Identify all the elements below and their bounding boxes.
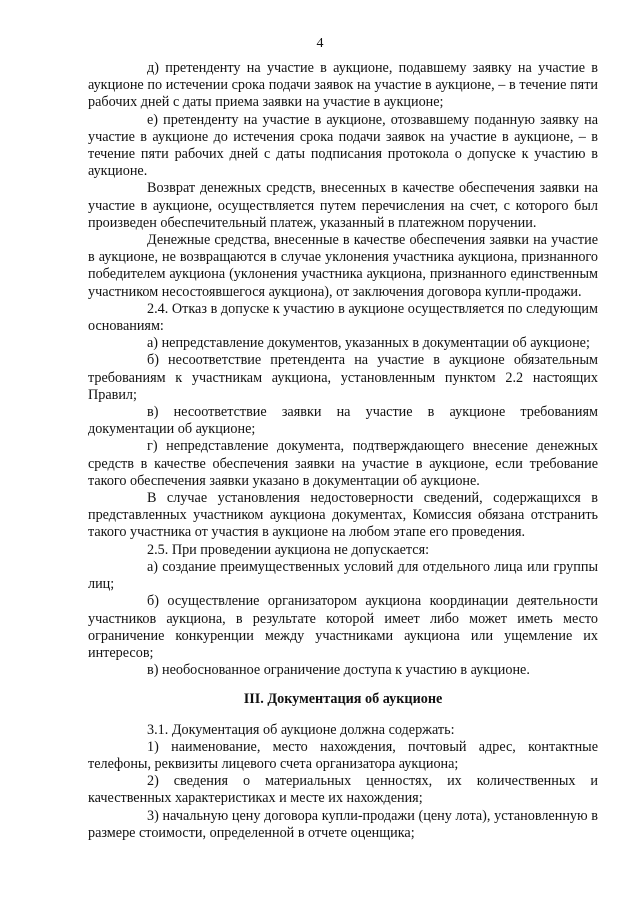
paragraph-2-4-a: а) непредставление документов, указанных в документации об аукционе; (147, 335, 590, 352)
paragraph-2-5: 2.5. При проведении аукциона не допускается: (147, 541, 430, 558)
paragraph-deposit-not-returned: Денежные средства, внесенные в качестве обеспечения заявки на участие в аукционе, не возвращаются в случае уклонения участника аукциона, признанного победителем аукциона (уклонения участника аукциона, признанного единственным участником несостоявшегося аукциона), от заключения договора купли-продажи. (88, 232, 598, 300)
paragraph-3-1-3: 3) начальную цену договора купли-продажи (цену лота), установленную в размере стоимости, определенной в отчете оценщика; (88, 807, 598, 841)
page-number: 4 (316, 36, 324, 51)
paragraph-2-4-v: в) несоответствие заявки на участие в аукционе требованиям документации об аукционе; (88, 404, 598, 438)
paragraph-3-1-2: 2) сведения о материальных ценностях, их количественных и качественных характеристиках и месте их нахождения; (88, 773, 598, 807)
document-body (88, 60, 598, 842)
paragraph-3-1-1: 1) наименование, место нахождения, почтовый адрес, контактные телефоны, реквизиты лицевого счета организатора аукциона; (88, 738, 598, 772)
paragraph-2-4-g: г) непредставление документа, подтверждающего внесение денежных средств в качестве обеспечения заявки на участие в аукционе, если требование такого обеспечения заявки указано в документации об аукционе. (88, 438, 598, 489)
paragraph-item-d: д) претенденту на участие в аукционе, подавшему заявку на участие в аукционе по истечении срока подачи заявок на участие в аукционе, – в течение пяти рабочих дней с даты приема заявки на участие в аукционе; (88, 60, 598, 111)
paragraph-unreliable-info: В случае установления недостоверности сведений, содержащихся в представленных участником аукциона документах, Комиссия обязана отстранить такого участника от участия в аукционе на любом этапе его проведения. (88, 490, 598, 541)
section-heading: III. Документация об аукционе (243, 691, 443, 708)
paragraph-3-1: 3.1. Документация об аукционе должна содержать: (147, 721, 455, 738)
paragraph-deposit-return: Возврат денежных средств, внесенных в качестве обеспечения заявки на участие в аукционе, осуществляется путем перечисления на счет, с которого был произведен обеспечительный платеж, указанный в платежном поручении. (88, 180, 598, 231)
paragraph-2-5-v: в) необоснованное ограничение доступа к участию в аукционе. (147, 662, 530, 679)
paragraph-2-5-a: а) создание преимущественных условий для отдельного лица или группы лиц; (88, 558, 598, 593)
paragraph-2-4-b: б) несоответствие претендента на участие в аукционе обязательным требованиям к участникам аукциона, установленным пунктом 2.2 настоящих Правил; (88, 352, 598, 403)
paragraph-item-e: е) претенденту на участие в аукционе, отозвавшему поданную заявку на участие в аукционе до истечения срока подачи заявок на участие в аукционе, – в течение пяти рабочих дней с даты подписания протокола о допуске к участию в аукционе. (88, 111, 598, 180)
paragraph-2-5-b: б) осуществление организатором аукциона координации деятельности участников аукциона, в результате которой имеет либо может иметь место ограничение конкуренции между участниками аукциона или ущемление их интересов; (88, 593, 598, 661)
paragraph-2-4: 2.4. Отказ в допуске к участию в аукционе осуществляется по следующим основаниям: (88, 300, 598, 335)
